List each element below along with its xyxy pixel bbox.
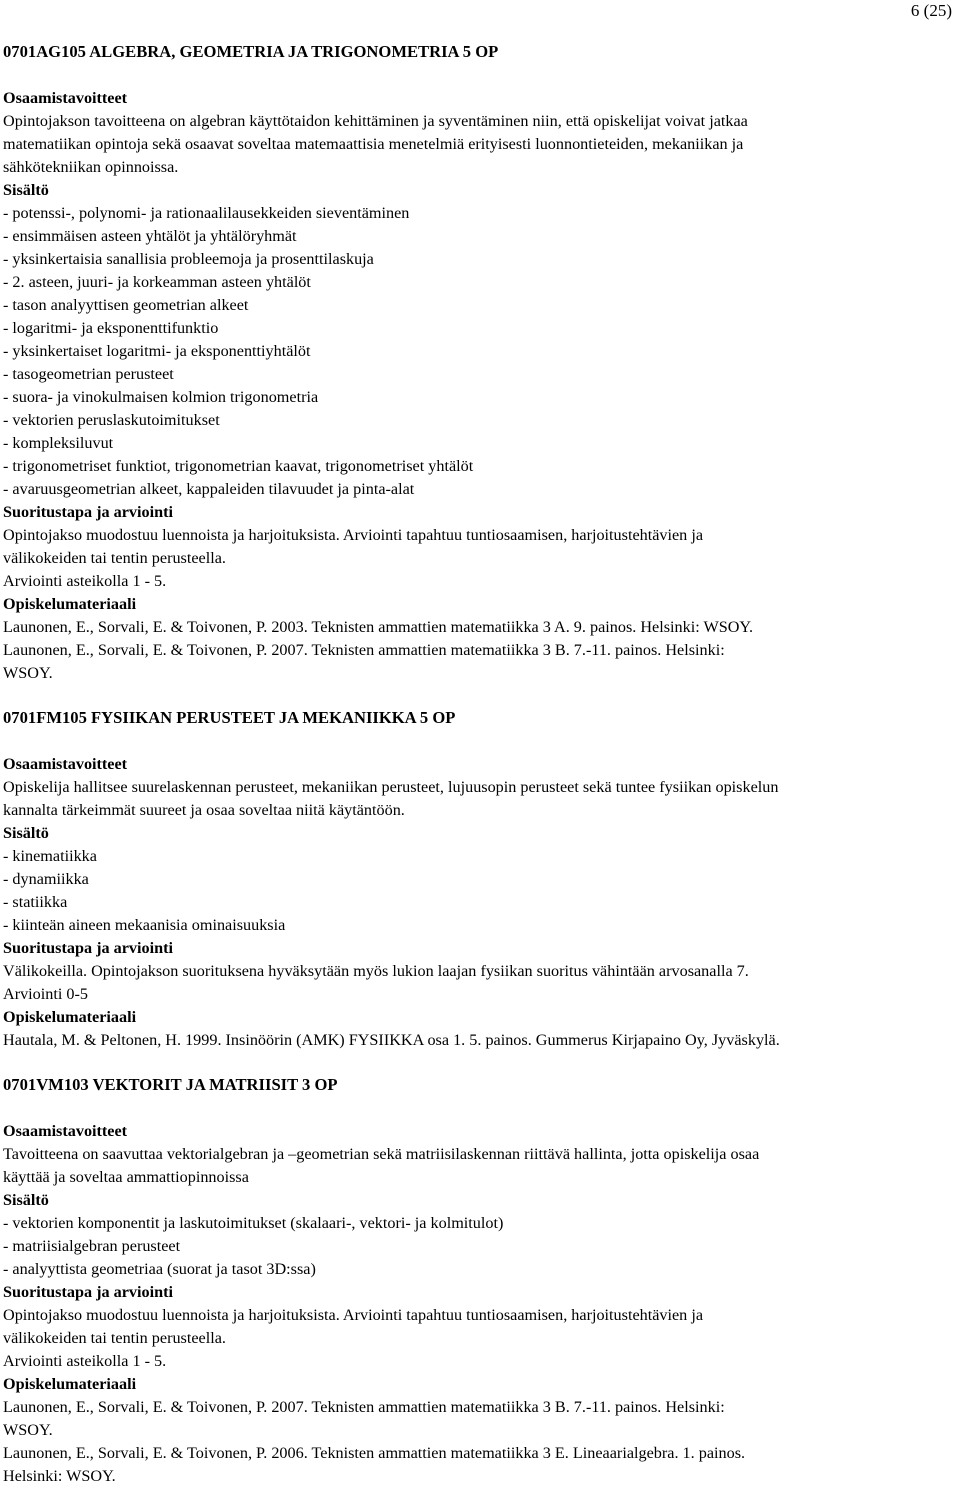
content-item: - vektorien komponentit ja laskutoimitukset (skalaari-, vektori- ja kolmitulot) [3, 1214, 504, 1232]
goals-line: kannalta tärkeimmät suureet ja osaa soveltaa niitä käytäntöön. [3, 801, 405, 819]
goals-line: Opintojakson tavoitteena on algebran käyttötaidon kehittäminen ja syventäminen niin, että opiskelijat voivat jatkaa [3, 112, 748, 130]
content-item: - vektorien peruslaskutoimitukset [3, 411, 220, 429]
materials-line: WSOY. [3, 1421, 53, 1439]
content-item: - kompleksiluvut [3, 434, 114, 452]
materials-line: WSOY. [3, 664, 53, 682]
content-item: - logaritmi- ja eksponenttifunktio [3, 319, 219, 337]
content-item: - statiikka [3, 893, 68, 911]
content-heading: Sisältö [3, 1191, 49, 1209]
materials-line: Launonen, E., Sorvali, E. & Toivonen, P. 2006. Teknisten ammattien matematiikka 3 E. Lineaarialgebra. 1. painos. [3, 1444, 746, 1462]
content-item: - yksinkertaiset logaritmi- ja eksponenttiyhtälöt [3, 342, 311, 360]
content-item: - tason analyyttisen geometrian alkeet [3, 296, 249, 314]
page-number: 6 (25) [910, 1, 952, 20]
course-vectors [3, 1073, 953, 1488]
content-item: - yksinkertaisia sanallisia probleemoja ja prosenttilaskuja [3, 250, 374, 268]
goals-heading: Osaamistavoitteet [3, 1122, 128, 1140]
materials-line: Hautala, M. & Peltonen, H. 1999. Insinöörin (AMK) FYSIIKKA osa 1. 5. painos. Gummerus Kirjapaino Oy, Jyväskylä. [3, 1031, 780, 1049]
assessment-heading: Suoritustapa ja arviointi [3, 939, 173, 957]
goals-line: Tavoitteena on saavuttaa vektorialgebran ja –geometrian sekä matriisilaskennan riittävä hallinta, jotta opiskelija osaa [3, 1145, 760, 1163]
course-title: 0701FM105 FYSIIKAN PERUSTEET JA MEKANIIKKA 5 OP [3, 708, 456, 727]
content-item: - tasogeometrian perusteet [3, 365, 174, 383]
materials-line: Launonen, E., Sorvali, E. & Toivonen, P. 2007. Teknisten ammattien matematiikka 3 B. 7.-11. painos. Helsinki: [3, 1398, 725, 1416]
content-item: - potenssi-, polynomi- ja rationaalilausekkeiden sieventäminen [3, 204, 410, 222]
assessment-line: Välikokeilla. Opintojakson suorituksena hyväksytään myös lukion laajan fysiikan suoritus vähintään arvosanalla 7. [3, 962, 749, 980]
goals-line: sähkötekniikan opinnoissa. [3, 158, 179, 176]
content-item: - matriisialgebran perusteet [3, 1237, 181, 1255]
materials-line: Launonen, E., Sorvali, E. & Toivonen, P. 2003. Teknisten ammattien matematiikka 3 A. 9. painos. Helsinki: WSOY. [3, 618, 754, 636]
document-page [3, 40, 953, 1488]
materials-line: Helsinki: WSOY. [3, 1467, 116, 1485]
course-physics [3, 706, 953, 1052]
assessment-line: Opintojakso muodostuu luennoista ja harjoituksista. Arviointi tapahtuu tuntiosaamisen, harjoitustehtävien ja [3, 526, 704, 544]
assessment-line: välikokeiden tai tentin perusteella. [3, 549, 226, 567]
content-heading: Sisältö [3, 181, 49, 199]
content-item: - avaruusgeometrian alkeet, kappaleiden tilavuudet ja pinta-alat [3, 480, 415, 498]
course-title: 0701VM103 VEKTORIT JA MATRIISIT 3 OP [3, 1075, 338, 1094]
content-item: - suora- ja vinokulmaisen kolmion trigonometria [3, 388, 319, 406]
assessment-line: välikokeiden tai tentin perusteella. [3, 1329, 226, 1347]
materials-heading: Opiskelumateriaali [3, 1375, 137, 1393]
goals-line: käyttää ja soveltaa ammattiopinnoissa [3, 1168, 249, 1186]
materials-heading: Opiskelumateriaali [3, 595, 137, 613]
content-item: - kiinteän aineen mekaanisia ominaisuuksia [3, 916, 286, 934]
goals-line: Opiskelija hallitsee suurelaskennan perusteet, mekaniikan perusteet, lujuusopin perusteet sekä tuntee fysiikan opiskelun [3, 778, 779, 796]
assessment-line: Arviointi 0-5 [3, 985, 88, 1003]
content-item: - ensimmäisen asteen yhtälöt ja yhtälöryhmät [3, 227, 297, 245]
goals-heading: Osaamistavoitteet [3, 89, 128, 107]
content-item: - kinematiikka [3, 847, 97, 865]
content-item: - dynamiikka [3, 870, 89, 888]
assessment-heading: Suoritustapa ja arviointi [3, 503, 173, 521]
course-title: 0701AG105 ALGEBRA, GEOMETRIA JA TRIGONOMETRIA 5 OP [3, 42, 499, 61]
assessment-heading: Suoritustapa ja arviointi [3, 1283, 173, 1301]
content-heading: Sisältö [3, 824, 49, 842]
content-item: - analyyttista geometriaa (suorat ja tasot 3D:ssa) [3, 1260, 316, 1278]
assessment-line: Arviointi asteikolla 1 - 5. [3, 572, 167, 590]
assessment-line: Opintojakso muodostuu luennoista ja harjoituksista. Arviointi tapahtuu tuntiosaamisen, harjoitustehtävien ja [3, 1306, 704, 1324]
goals-line: matematiikan opintoja sekä osaavat soveltaa matemaattisia menetelmiä erityisesti luonnontieteiden, mekaniikan ja [3, 135, 744, 153]
materials-heading: Opiskelumateriaali [3, 1008, 137, 1026]
content-item: - 2. asteen, juuri- ja korkeamman asteen yhtälöt [3, 273, 311, 291]
goals-heading: Osaamistavoitteet [3, 755, 128, 773]
content-item: - trigonometriset funktiot, trigonometrian kaavat, trigonometriset yhtälöt [3, 457, 474, 475]
course-algebra [3, 40, 953, 685]
materials-line: Launonen, E., Sorvali, E. & Toivonen, P. 2007. Teknisten ammattien matematiikka 3 B. 7.-11. painos. Helsinki: [3, 641, 725, 659]
assessment-line: Arviointi asteikolla 1 - 5. [3, 1352, 167, 1370]
